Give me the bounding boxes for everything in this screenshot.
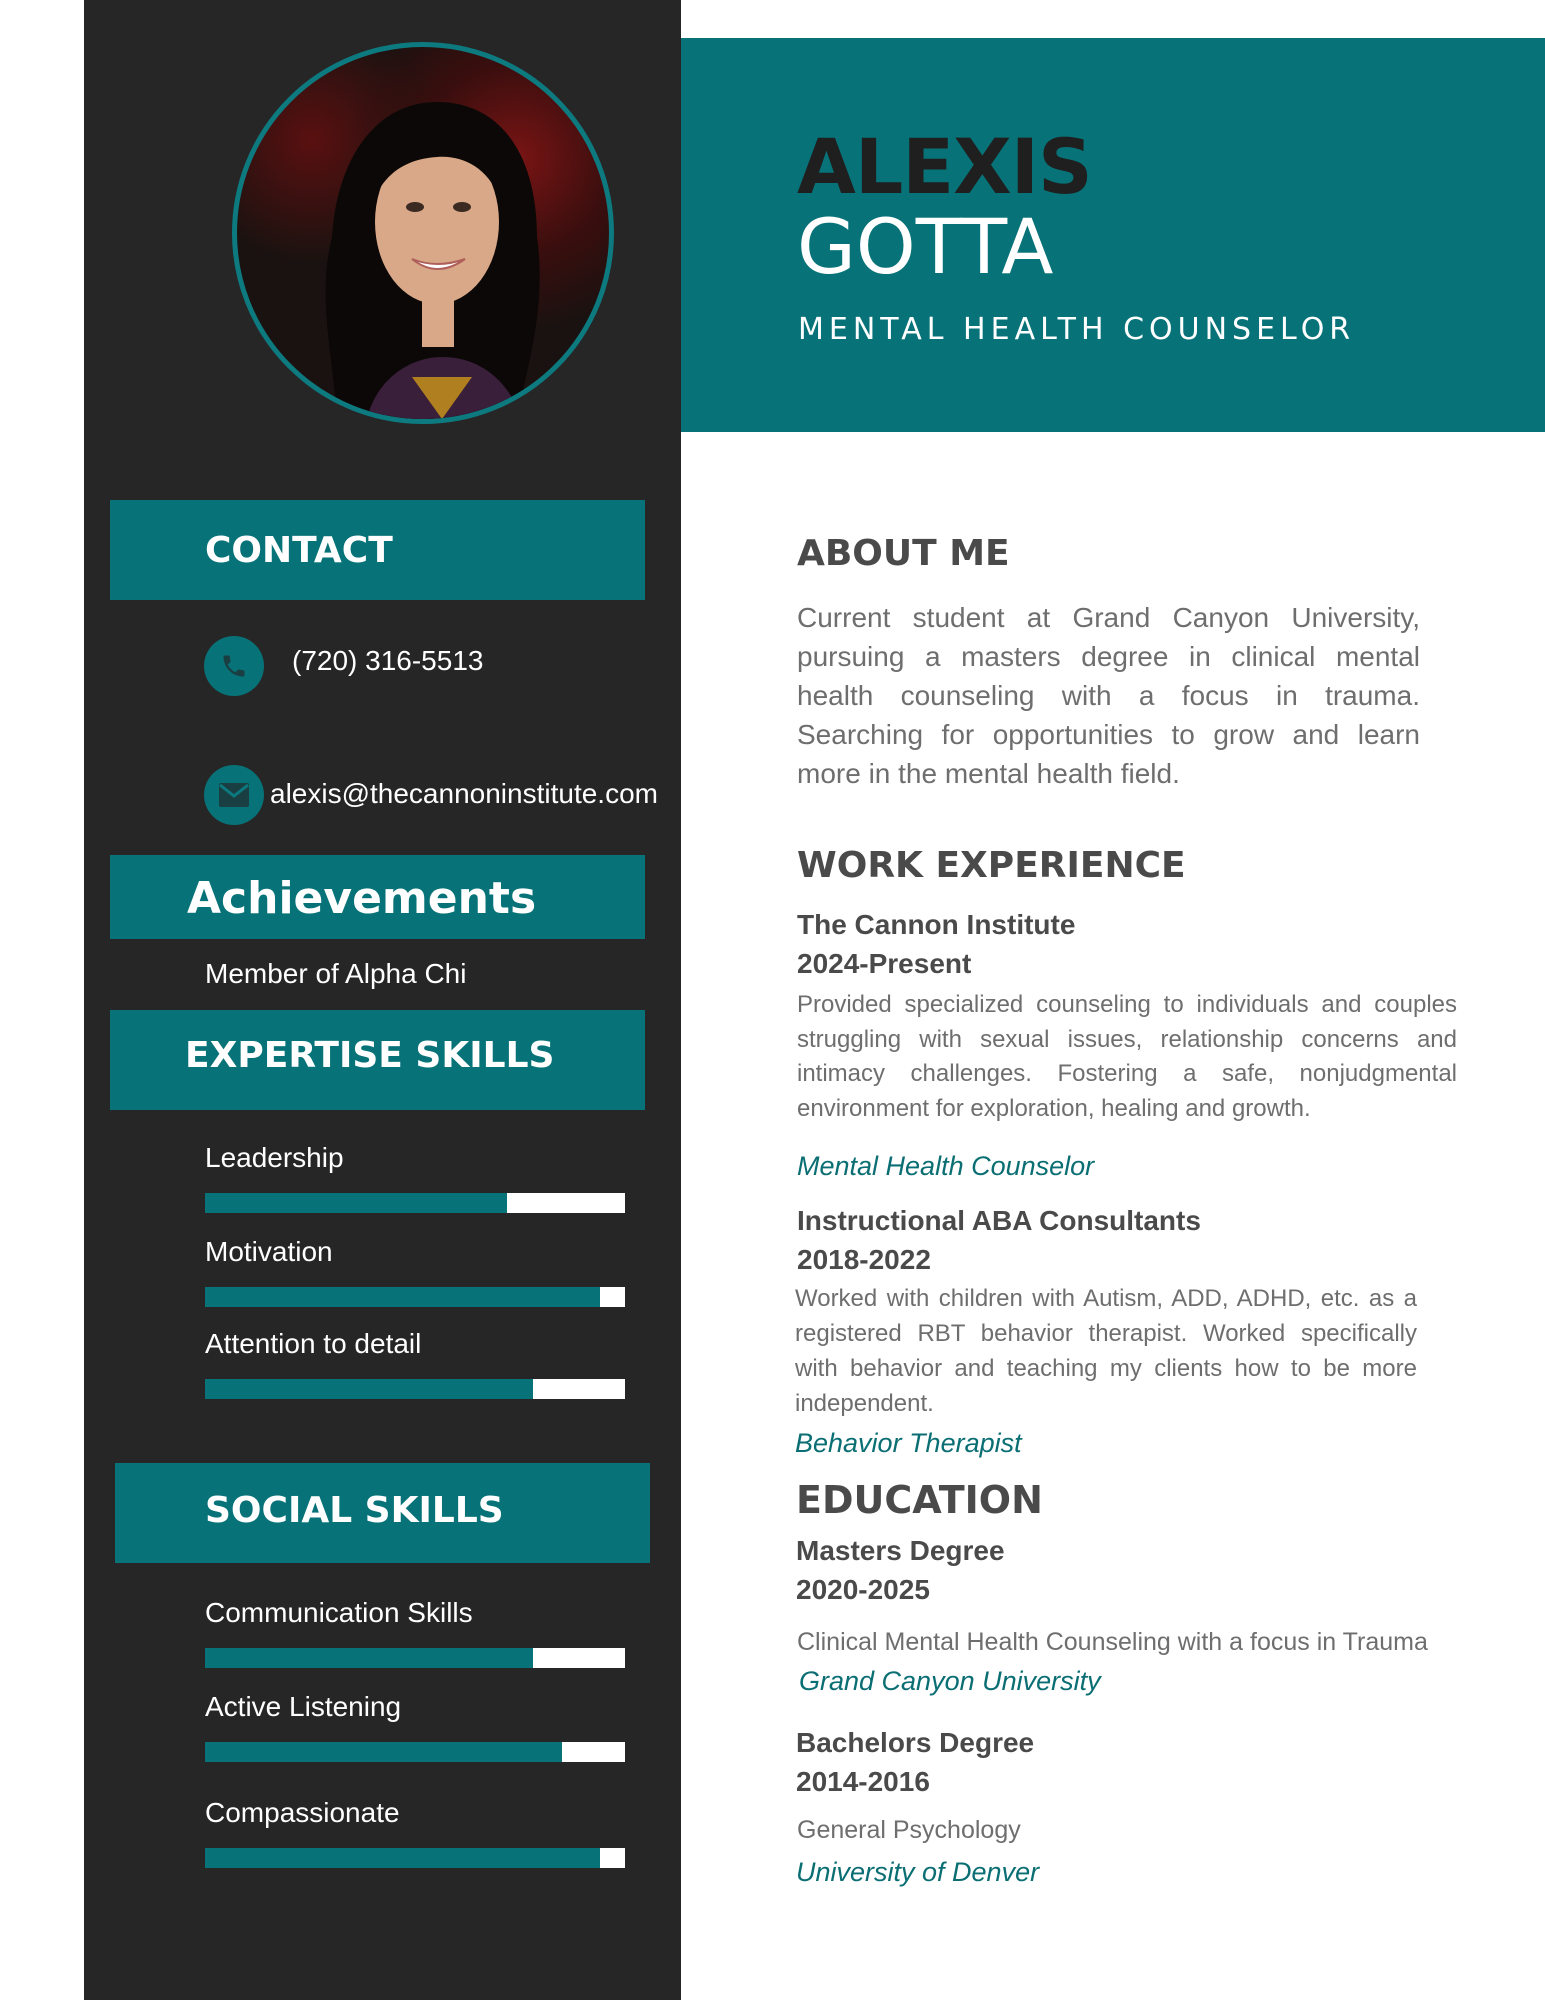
- skill-label-communication: Communication Skills: [205, 1597, 473, 1628]
- email-address[interactable]: alexis@thecannoninstitute.com: [270, 778, 658, 809]
- job-dates-2: 2018-2022: [797, 1244, 931, 1275]
- degree-field-2: General Psychology: [797, 1816, 1021, 1844]
- about-title: ABOUT ME: [797, 533, 1010, 574]
- degree-name-2: Bachelors Degree: [796, 1727, 1035, 1758]
- first-name: ALEXIS: [797, 122, 1092, 211]
- skill-label-leadership: Leadership: [205, 1142, 344, 1173]
- work-title: WORK EXPERIENCE: [797, 845, 1186, 886]
- profile-photo-illustration: [237, 47, 609, 419]
- skill-bar-attention: [205, 1379, 625, 1399]
- social-title: SOCIAL SKILLS: [205, 1490, 504, 1531]
- skill-bar-motivation: [205, 1287, 625, 1307]
- skill-fill-motivation: [205, 1287, 600, 1307]
- job-company-2: Instructional ABA Consultants: [797, 1205, 1201, 1236]
- skill-fill-compassionate: [205, 1848, 600, 1868]
- job-role: MENTAL HEALTH COUNSELOR: [798, 312, 1356, 347]
- mail-icon-glyph: [218, 782, 250, 808]
- profile-photo: [232, 42, 614, 424]
- degree-dates-1: 2020-2025: [796, 1574, 930, 1605]
- job-position-1: Mental Health Counselor: [797, 1151, 1095, 1181]
- achievement-item: Member of Alpha Chi: [205, 958, 467, 989]
- achievements-title: Achievements: [187, 873, 537, 924]
- job-company-1: The Cannon Institute: [797, 909, 1076, 940]
- skill-fill-leadership: [205, 1193, 507, 1213]
- contact-title: CONTACT: [205, 530, 393, 571]
- skill-bar-communication: [205, 1648, 625, 1668]
- degree-field-1: Clinical Mental Health Counseling with a focus in Trauma: [797, 1628, 1428, 1656]
- degree-dates-2: 2014-2016: [796, 1766, 930, 1797]
- expertise-title: EXPERTISE SKILLS: [185, 1035, 555, 1076]
- skill-label-listening: Active Listening: [205, 1691, 402, 1722]
- about-text: Current student at Grand Canyon University, pursuing a masters degree in clinical mental health counseling with a focus in trauma. Searching for opportunities to grow and learn more in the mental health field.: [797, 602, 1420, 789]
- job-description-2: Worked with children with Autism, ADD, ADHD, etc. as a registered RBT behavior therapist. Worked specifically with behavior and teaching my clients how to be more independent.: [795, 1285, 1417, 1417]
- last-name: GOTTA: [797, 202, 1054, 291]
- job-dates-1: 2024-Present: [797, 948, 972, 979]
- degree-school-2: University of Denver: [796, 1857, 1040, 1887]
- phone-icon: [204, 636, 264, 696]
- skill-bar-leadership: [205, 1193, 625, 1213]
- phone-number[interactable]: (720) 316-5513: [292, 645, 484, 676]
- skill-fill-attention: [205, 1379, 533, 1399]
- skill-label-compassionate: Compassionate: [205, 1797, 400, 1828]
- skill-label-motivation: Motivation: [205, 1236, 333, 1267]
- phone-icon-glyph: [220, 652, 248, 680]
- job-description-1: Provided specialized counseling to individuals and couples struggling with sexual issues, relationship concerns and intimacy challenges. Fostering a safe, nonjudgmental environment for exploration, healing and growth.: [797, 991, 1457, 1122]
- degree-school-1: Grand Canyon University: [799, 1666, 1101, 1696]
- skill-fill-communication: [205, 1648, 533, 1668]
- mail-icon: [204, 765, 264, 825]
- skill-fill-listening: [205, 1742, 562, 1762]
- degree-name-1: Masters Degree: [796, 1535, 1005, 1566]
- job-position-2: Behavior Therapist: [795, 1428, 1022, 1458]
- skill-bar-compassionate: [205, 1848, 625, 1868]
- education-title: EDUCATION: [796, 1478, 1043, 1522]
- skill-bar-listening: [205, 1742, 625, 1762]
- skill-label-attention: Attention to detail: [205, 1328, 422, 1359]
